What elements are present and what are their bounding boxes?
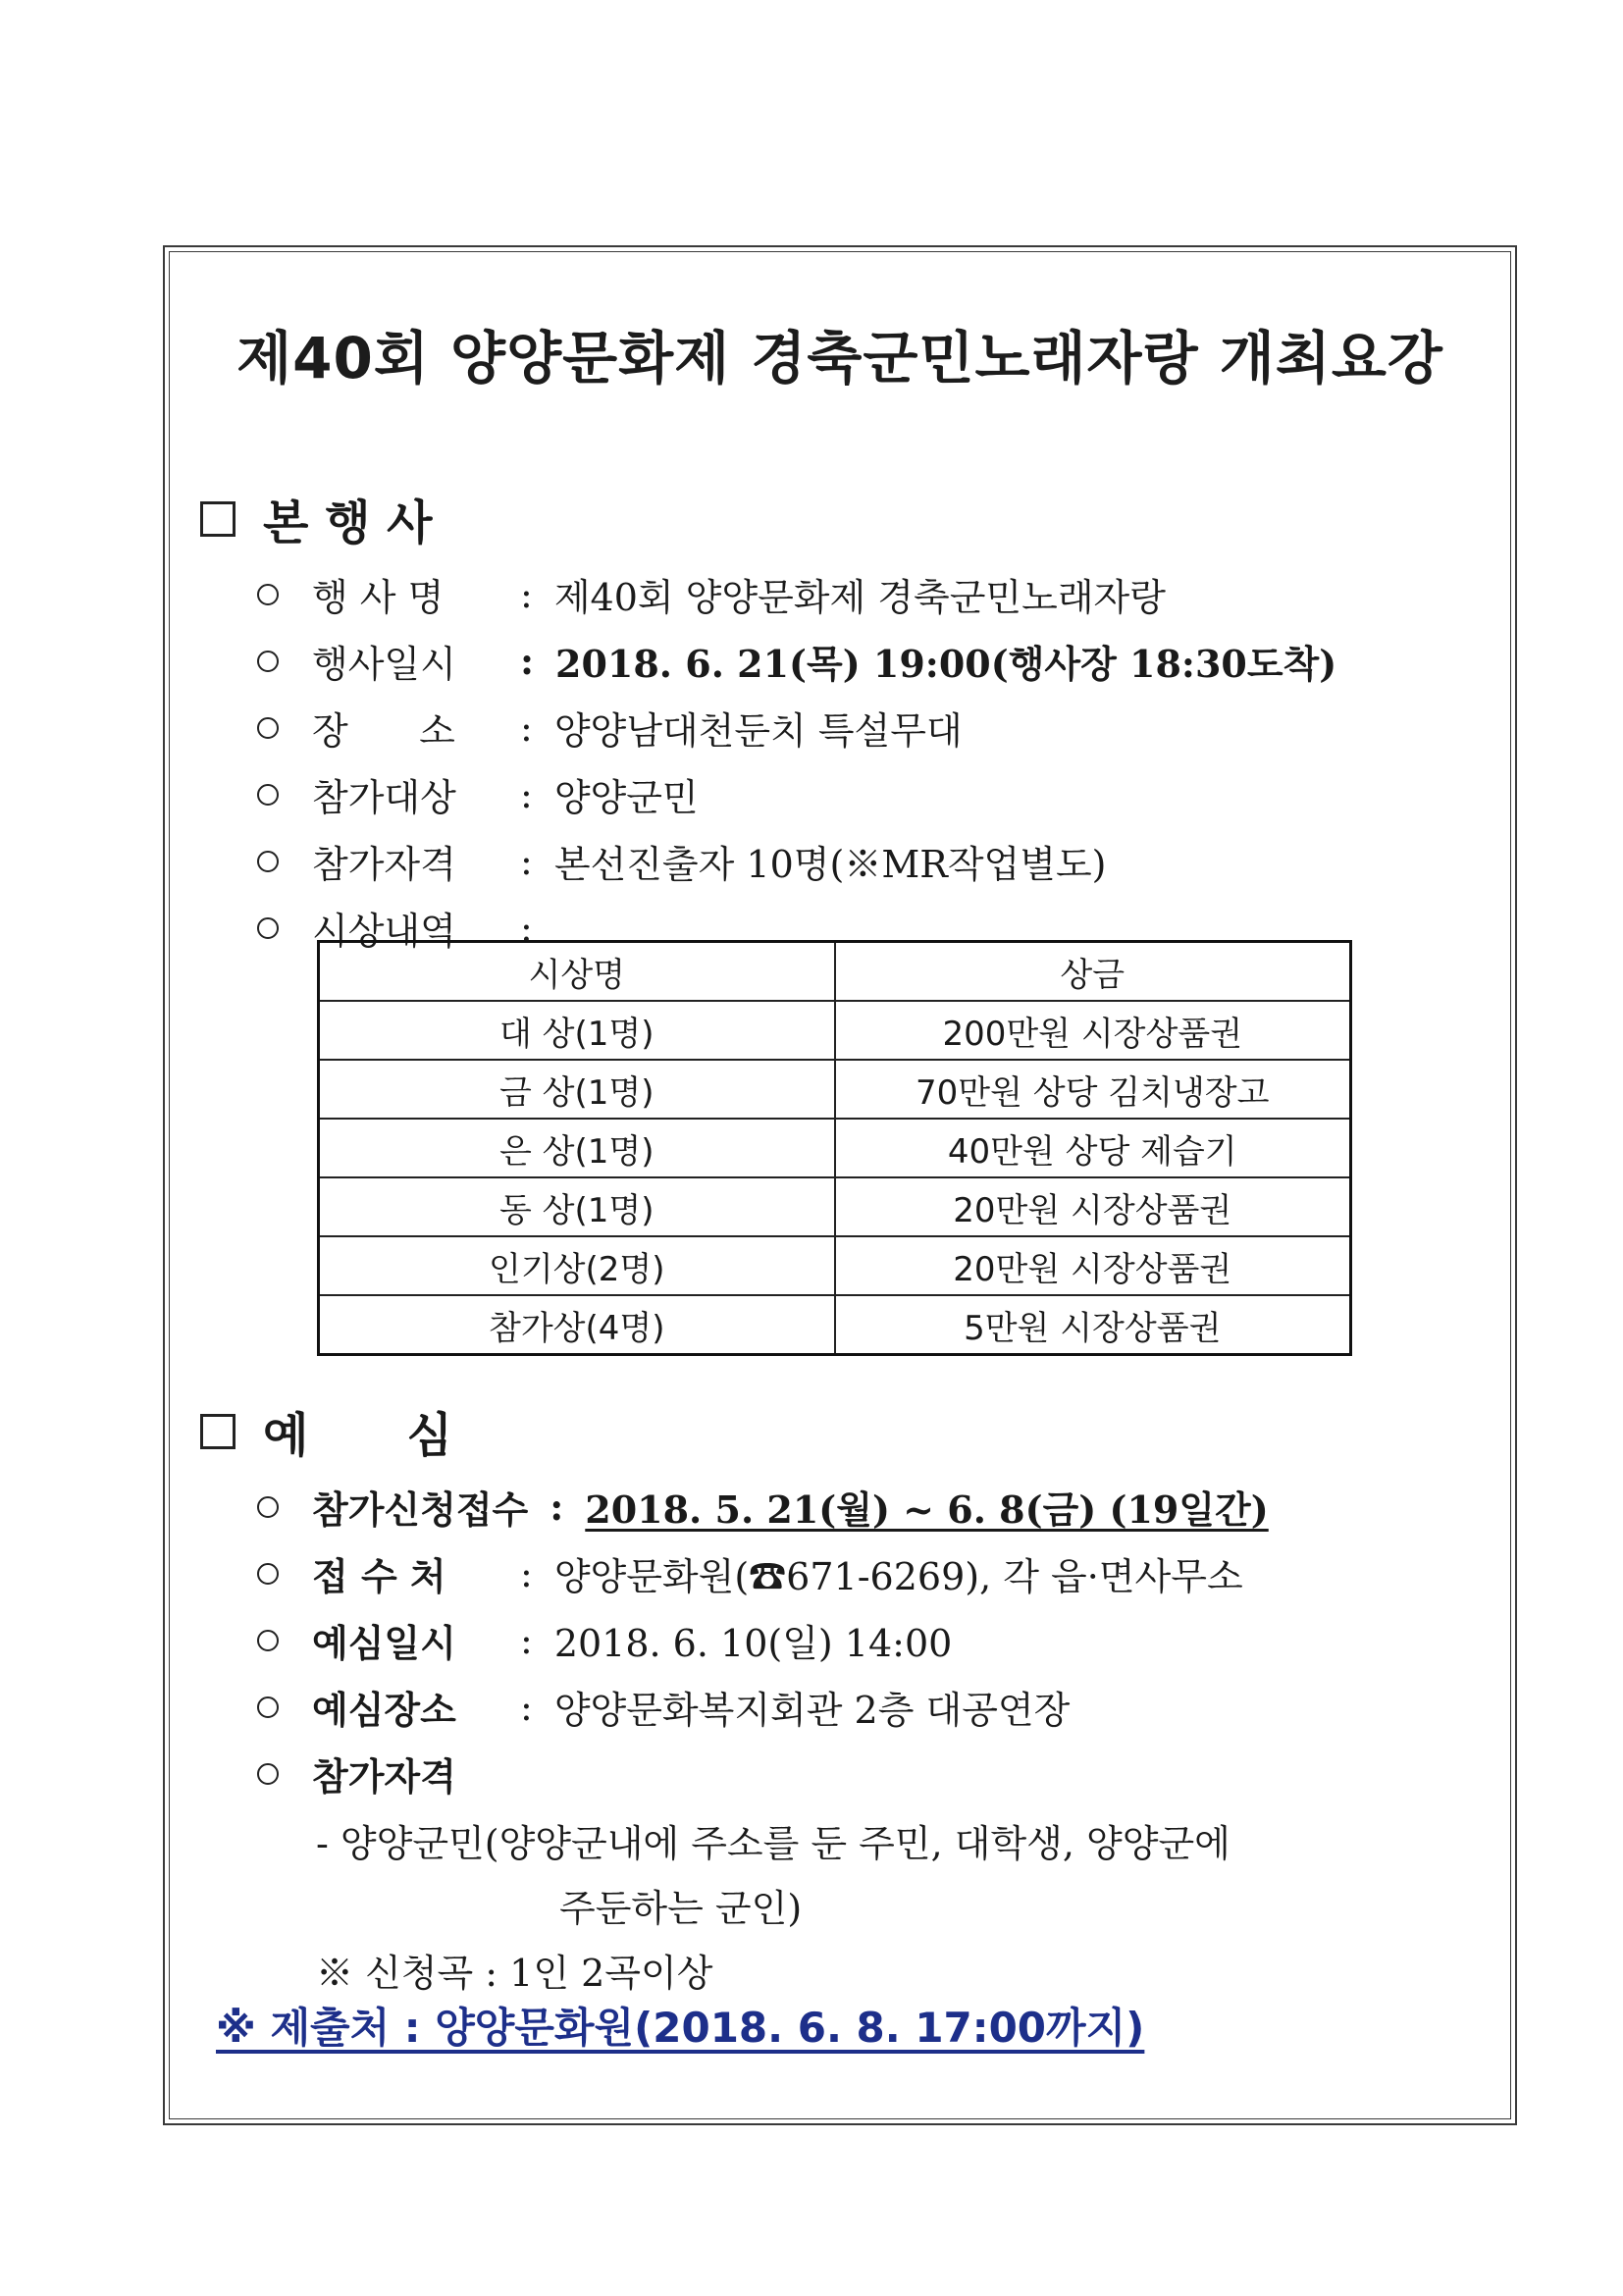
checkbox-square-icon: [200, 501, 236, 537]
row-label: 행 사 명: [312, 576, 445, 619]
row-label: 행사일시: [312, 643, 456, 686]
bullet-circle-icon: [257, 651, 279, 672]
table-cell: 인기상(2명): [319, 1236, 835, 1295]
table-row: [319, 1119, 1351, 1177]
table-cell: 40만원 상당 제습기: [835, 1119, 1351, 1177]
section-heading: 예 심: [263, 1408, 453, 1463]
column-header: 상금: [835, 942, 1351, 1002]
bullet-circle-icon: [257, 1763, 279, 1785]
row-label: 시상내역: [312, 910, 456, 953]
table-cell: 70만원 상당 김치냉장고: [835, 1060, 1351, 1119]
table-row: [319, 1236, 1351, 1295]
row-value: 양양남대천둔치 특설무대: [553, 709, 963, 753]
row-value: 양양군민: [553, 776, 699, 819]
info-row-prizes: 시상내역 :: [257, 901, 554, 955]
table-row: [319, 1060, 1351, 1119]
table-cell: 20만원 시장상품권: [835, 1236, 1351, 1295]
column-header: 시상명: [319, 942, 835, 1002]
info-row-target: 참가대상 : 양양군민: [257, 767, 699, 821]
table-row: [319, 1001, 1351, 1060]
row-label: 참가자격: [312, 843, 456, 886]
table-header-row: [319, 942, 1351, 1002]
song-note: ※ 신청곡 : 1인 2곡이상: [316, 1952, 713, 1995]
table-cell: 참가상(4명): [319, 1295, 835, 1355]
bullet-circle-icon: [257, 717, 279, 739]
table-cell: 5만원 시장상품권: [835, 1295, 1351, 1355]
info-row-eligibility: 참가자격 : 본선진출자 10명(※MR작업별도): [257, 834, 1107, 888]
table-row: [319, 1295, 1351, 1355]
eligibility-line-2: 주둔하는 군인): [559, 1887, 803, 1930]
bullet-circle-icon: [257, 1696, 279, 1718]
row-label: 장 소: [312, 709, 455, 753]
row-value: 양양문화원(☎671-6269), 각 읍·면사무소: [553, 1555, 1243, 1598]
row-label: 참가대상: [312, 776, 456, 819]
bullet-circle-icon: [257, 917, 279, 939]
row-label: 예심일시: [312, 1621, 456, 1665]
table-cell: 20만원 시장상품권: [835, 1177, 1351, 1236]
checkbox-square-icon: [200, 1414, 236, 1449]
bullet-circle-icon: [257, 784, 279, 806]
row-label: 접 수 처: [312, 1554, 446, 1598]
submission-note: ※ 제출처 : 양양문화원(2018. 6. 8. 17:00까지): [216, 2004, 1145, 2052]
table-cell: 금 상(1명): [319, 1060, 835, 1119]
page-title: 제40회 양양문화제 경축군민노래자랑 개최요강: [236, 325, 1443, 391]
info-row-event-name: 행 사 명 : 제40회 양양문화제 경축군민노래자랑: [257, 567, 1166, 621]
info-row-venue: 장 소 : 양양남대천둔치 특설무대: [257, 701, 963, 755]
bullet-circle-icon: [257, 1630, 279, 1651]
info-row-event-datetime: 행사일시 : 2018. 6. 21(목) 19:00(행사장 18:30도착): [257, 634, 1336, 688]
table-cell: 은 상(1명): [319, 1119, 835, 1177]
info-row-qualification: [257, 1747, 456, 1800]
bullet-circle-icon: [257, 1496, 279, 1518]
row-value: 2018. 6. 21(목) 19:00(행사장 18:30도착): [555, 642, 1337, 686]
info-row-reception: 접 수 처 : 양양문화원(☎671-6269), 각 읍·면사무소: [257, 1546, 1243, 1600]
prize-table: [317, 940, 1352, 1356]
row-value: 양양문화복지회관 2층 대공연장: [553, 1689, 1071, 1732]
eligibility-line-1: - 양양군민(양양군내에 주소를 둔 주민, 대학생, 양양군에: [316, 1822, 1230, 1865]
table-cell: 대 상(1명): [319, 1001, 835, 1060]
info-row-audition-date: 예심일시 : 2018. 6. 10(일) 14:00: [257, 1613, 952, 1667]
row-value: 2018. 5. 21(월) ~ 6. 8(금) (19일간): [585, 1487, 1269, 1532]
row-value: 본선진출자 10명(※MR작업별도): [553, 843, 1107, 886]
table-cell: 동 상(1명): [319, 1177, 835, 1236]
info-row-audition-venue: 예심장소 : 양양문화복지회관 2층 대공연장: [257, 1680, 1070, 1734]
bullet-circle-icon: [257, 1563, 279, 1585]
row-value: 2018. 6. 10(일) 14:00: [553, 1622, 953, 1665]
row-label: 참가자격: [312, 1754, 456, 1799]
row-value: 제40회 양양문화제 경축군민노래자랑: [553, 576, 1166, 619]
info-row-application-period: 참가신청접수 : 2018. 5. 21(월) ~ 6. 8(금) (19일간): [257, 1480, 1269, 1534]
table-row: [319, 1177, 1351, 1236]
section-preliminary: [200, 1397, 452, 1465]
row-label: 예심장소: [312, 1688, 456, 1732]
section-heading: 본 행 사: [263, 496, 433, 550]
bullet-circle-icon: [257, 851, 279, 872]
section-main-event: [200, 485, 433, 552]
table-cell: 200만원 시장상품권: [835, 1001, 1351, 1060]
row-label: 참가신청접수: [312, 1487, 529, 1532]
bullet-circle-icon: [257, 584, 279, 605]
